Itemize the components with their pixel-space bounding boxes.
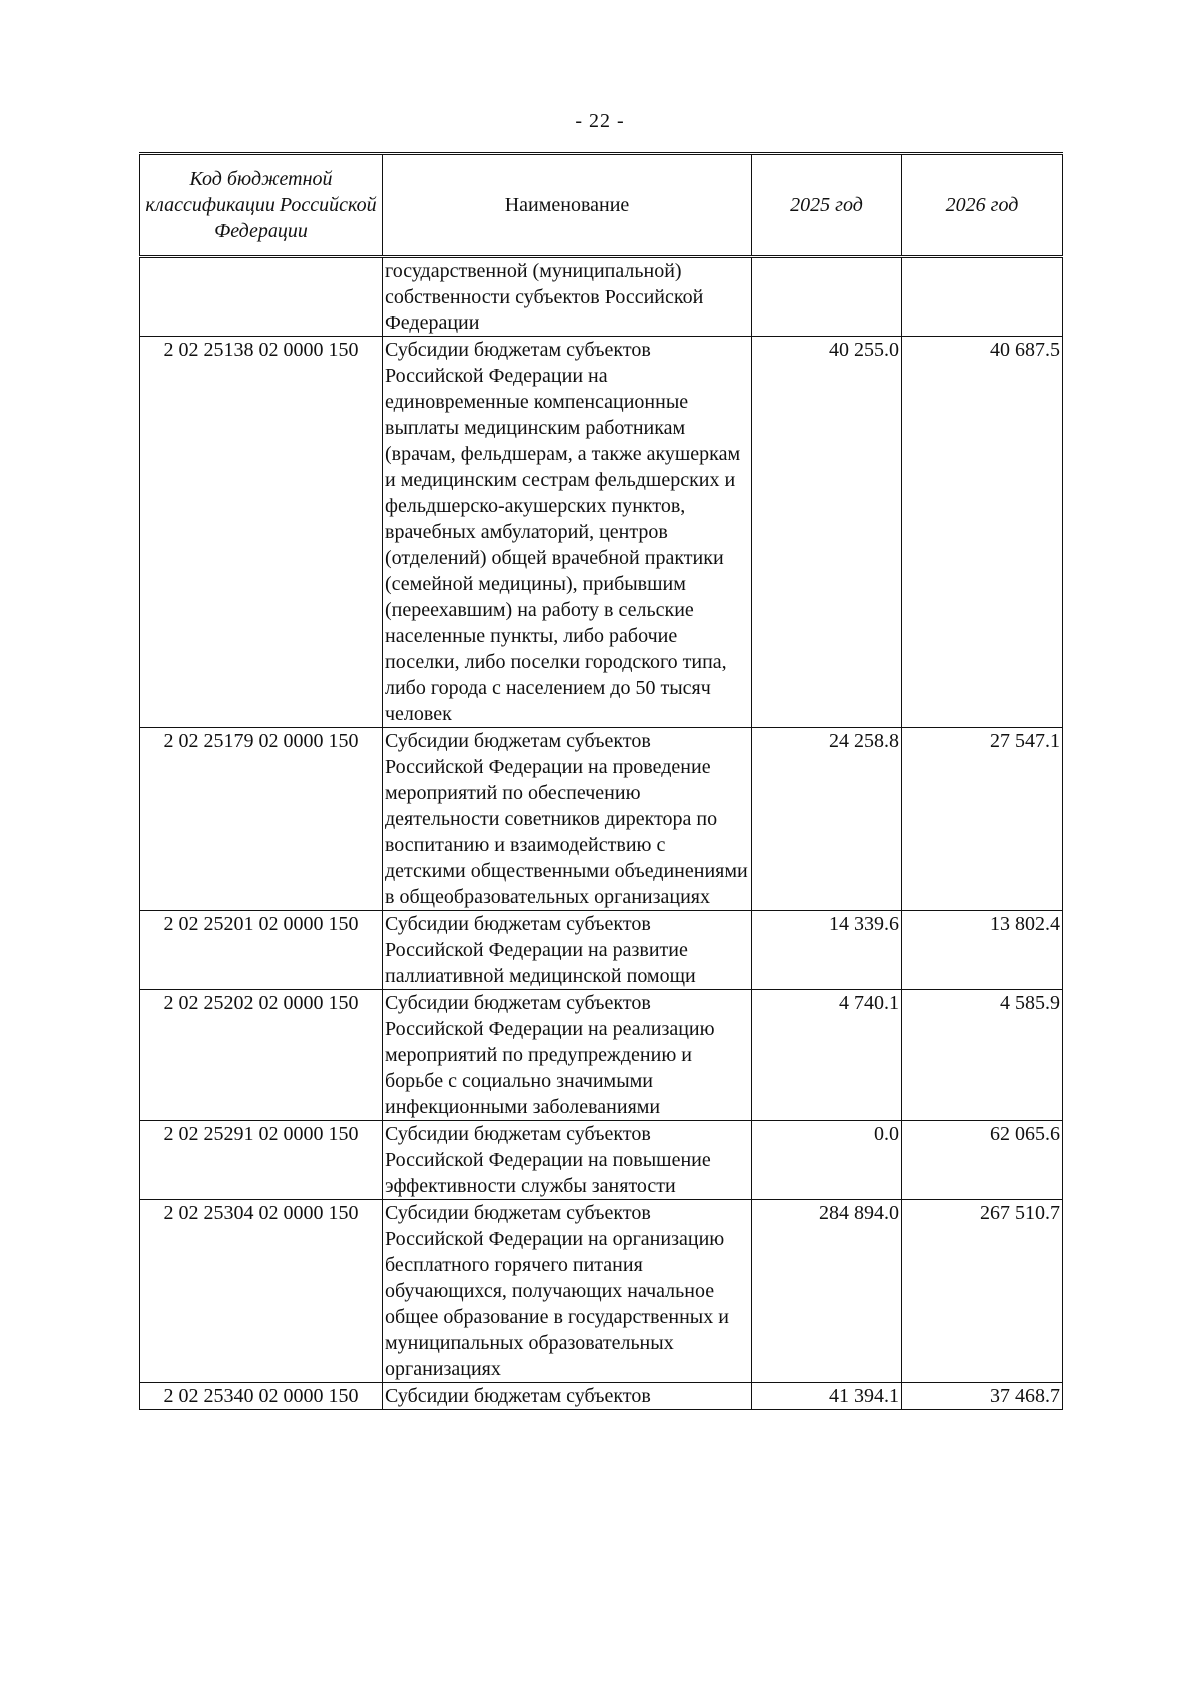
- cell-code: 2 02 25304 02 0000 150: [140, 1200, 383, 1383]
- cell-name: Субсидии бюджетам субъектов Российской Федерации на проведение мероприятий по обеспечению деятельности советников директора по воспитанию и взаимодействию с детскими общественными объединениями в общеобразовательных организациях: [383, 728, 752, 911]
- cell-name: Субсидии бюджетам субъектов Российской Федерации на развитие паллиативной медицинской помощи: [383, 911, 752, 990]
- header-name: Наименование: [383, 154, 752, 257]
- table-row: [140, 1200, 1063, 1383]
- table-row: [140, 1121, 1063, 1200]
- cell-year-2025: 41 394.1: [752, 1383, 902, 1410]
- page-number: - 22 -: [575, 110, 625, 132]
- header-year-2026: 2026 год: [902, 154, 1063, 257]
- cell-year-2026: 37 468.7: [902, 1383, 1063, 1410]
- cell-code: 2 02 25291 02 0000 150: [140, 1121, 383, 1200]
- cell-year-2025: 24 258.8: [752, 728, 902, 911]
- cell-year-2025: 4 740.1: [752, 990, 902, 1121]
- table-header: [140, 154, 1063, 257]
- cell-name: Субсидии бюджетам субъектов: [383, 1383, 752, 1410]
- cell-name: Субсидии бюджетам субъектов Российской Федерации на повышение эффективности службы занятости: [383, 1121, 752, 1200]
- header-year-2025: 2025 год: [752, 154, 902, 257]
- cell-code: 2 02 25340 02 0000 150: [140, 1383, 383, 1410]
- cell-code: 2 02 25202 02 0000 150: [140, 990, 383, 1121]
- cell-year-2025: [752, 257, 902, 337]
- cell-year-2026: 267 510.7: [902, 1200, 1063, 1383]
- cell-year-2026: 4 585.9: [902, 990, 1063, 1121]
- cell-year-2025: 284 894.0: [752, 1200, 902, 1383]
- table-row: [140, 257, 1063, 337]
- cell-year-2025: 0.0: [752, 1121, 902, 1200]
- cell-year-2026: 40 687.5: [902, 337, 1063, 728]
- cell-year-2026: [902, 257, 1063, 337]
- header-code: Код бюджетной классификации Российской Федерации: [140, 154, 383, 257]
- cell-year-2026: 62 065.6: [902, 1121, 1063, 1200]
- cell-year-2025: 40 255.0: [752, 337, 902, 728]
- cell-code: 2 02 25138 02 0000 150: [140, 337, 383, 728]
- cell-year-2026: 13 802.4: [902, 911, 1063, 990]
- table-row: [140, 337, 1063, 728]
- cell-name: государственной (муниципальной) собственности субъектов Российской Федерации: [383, 257, 752, 337]
- table-row: [140, 990, 1063, 1121]
- cell-name: Субсидии бюджетам субъектов Российской Федерации на организацию бесплатного горячего питания обучающихся, получающих начальное общее образование в государственных и муниципальных образовательных организациях: [383, 1200, 752, 1383]
- cell-code: 2 02 25179 02 0000 150: [140, 728, 383, 911]
- budget-table: [139, 152, 1063, 1410]
- cell-code: 2 02 25201 02 0000 150: [140, 911, 383, 990]
- table-row: [140, 911, 1063, 990]
- cell-year-2025: 14 339.6: [752, 911, 902, 990]
- table-body: [140, 257, 1063, 1410]
- cell-code: [140, 257, 383, 337]
- table-row: [140, 1383, 1063, 1410]
- cell-name: Субсидии бюджетам субъектов Российской Федерации на реализацию мероприятий по предупреждению и борьбе с социально значимыми инфекционными заболеваниями: [383, 990, 752, 1121]
- cell-year-2026: 27 547.1: [902, 728, 1063, 911]
- cell-name: Субсидии бюджетам субъектов Российской Федерации на единовременные компенсационные выплаты медицинским работникам (врачам, фельдшерам, а также акушеркам и медицинским сестрам фельдшерских и фельдшерско-акушерских пунктов, врачебных амбулаторий, центров (отделений) общей врачебной практики (семейной медицины), прибывшим (переехавшим) на работу в сельские населенные пункты, либо рабочие поселки, либо поселки городского типа, либо города с населением до 50 тысяч человек: [383, 337, 752, 728]
- table-row: [140, 728, 1063, 911]
